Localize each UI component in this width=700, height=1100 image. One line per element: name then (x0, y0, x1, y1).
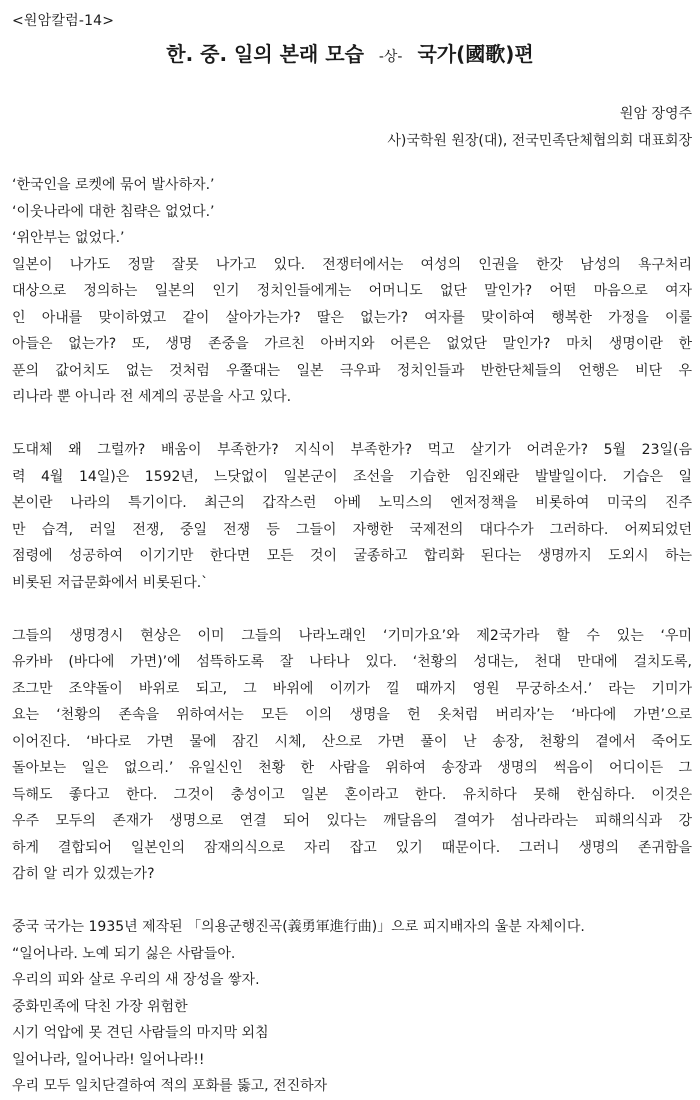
column-body (12, 172, 692, 1100)
paragraph-line: 감히 알 리가 있겠는가? (12, 866, 155, 882)
anthem-lyric-line: 우리 모두 일치단결하여 적의 포화를 뚫고, 전진하자 (12, 1078, 328, 1094)
anthem-lyric-line: 일어나라, 일어나라! 일어나라!! (12, 1051, 205, 1068)
paragraph-line: 하게 결합되어 일본인의 잠재의식으로 자리 잡고 있기 때문이다. 그러니 생명의 존귀함을 (12, 839, 692, 856)
paragraph-line: 이어진다. ‘바다로 가면 물에 잠긴 시체, 산으로 가면 풀이 난 송장, 천황의 곁에서 죽어도 (12, 733, 692, 750)
paragraph-line: 리나라 뿐 아니라 전 세계의 공분을 사고 있다. (12, 389, 292, 405)
author-name: 원암 장영주 (619, 106, 692, 122)
paragraph-line: 비롯된 저급문화에서 비롯된다.` (12, 574, 209, 591)
paragraph-line: 푼의 값어치도 없는 것처럼 우쭐대는 일본 극우파 정치인들과 반한단체들의 언행은 비단 우 (12, 362, 692, 379)
author-affiliation: 사)국학원 원장(대), 전국민족단체협의회 대표회장 (387, 133, 692, 149)
quote-line: ‘위안부는 없었다.’ (12, 230, 125, 246)
paragraph-line: 일본이 나가도 정말 잘못 나가고 있다. 전쟁터에서는 여성의 인권을 한갓 남성의 욕구처리 (12, 256, 692, 273)
paragraph-line: 인 아내를 맞이하였고 같이 살아가는가? 딸은 없는가? 여자를 맞이하여 행복한 가정을 이룰 (12, 309, 692, 326)
paragraph-line: 아들은 없는가? 또, 생명 존중을 가르친 아버지와 어른은 없었단 말인가? 마치 생명이란 한 (12, 336, 692, 352)
paragraph-line: 도대체 왜 그럴까? 배움이 부족한가? 지식이 부족한가? 먹고 살기가 어려운가? 5월 23일(음 (12, 442, 692, 458)
paragraph-line: 그들의 생명경시 현상은 이미 그들의 나라노래인 ‘기미가요’와 제2국가라 할 수 있는 ‘우미 (12, 627, 692, 644)
column-series-label: <원암칼럼-14> (12, 13, 115, 29)
title-part: -상- (378, 49, 403, 65)
anthem-lyric-line: 시기 억압에 못 견딘 사람들의 마지막 외침 (12, 1025, 269, 1041)
paragraph-line: 우주 모두의 존재가 생명으로 연결 되어 있다는 깨달음의 결여가 섬나라라는 피해의식과 강 (12, 813, 692, 829)
paragraph-line: 요는 ‘천황의 존속을 위하여서는 모든 이의 생명을 헌 옷처럼 버리자’는 ‘바다에 가면’으로 (12, 707, 692, 723)
paragraph-line: 본이란 나라의 특기이다. 최근의 갑작스런 아베 노믹스의 엔저정책을 비롯하여 미국의 진주 (12, 495, 692, 511)
anthem-lyric-line: 우리의 피와 살로 우리의 새 장성을 쌓자. (12, 972, 260, 988)
column-title (0, 38, 700, 67)
paragraph-line: 력 4월 14일)은 1592년, 느닷없이 일본군이 조선을 기습한 임진왜란 발발일이다. 기습은 일 (12, 468, 692, 485)
paragraph-line: 돌아보는 일은 없으리.’ 유일신인 천황 한 사람을 위하여 송장과 생명의 썩음이 어디이든 그 (12, 760, 692, 776)
title-topic: 국가(國歌)편 (417, 42, 534, 66)
paragraph-line: 만 습격, 러일 전쟁, 중일 전쟁 등 그들이 자행한 국제전의 대다수가 그러하다. 어찌되었던 (12, 521, 692, 538)
paragraph-line: 조그만 조약돌이 바위로 되고, 그 바위에 이끼가 낄 때까지 영원 무궁하소서.’ 라는 기미가 (12, 680, 692, 697)
paragraph-line: 득해도 좋다고 한다. 그것이 충성이고 일본 혼이라고 한다. 유치하다 못해 한심하다. 이것은 (12, 786, 692, 803)
title-main: 한. 중. 일의 본래 모습 (166, 42, 364, 66)
paragraph-line: 중국 국가는 1935년 제작된 「의용군행진곡(義勇軍進行曲)」으로 피지배자의 울분 자체이다. (12, 919, 585, 935)
anthem-lyric-line: 중화민족에 닥친 가장 위험한 (12, 998, 188, 1015)
paragraph-line: 대상으로 정의하는 일본의 인기 정치인들에게는 어머니도 없단 말인가? 어떤 마음으로 여자 (12, 283, 692, 299)
quote-line: ‘이웃나라에 대한 침략은 없었다.’ (12, 203, 215, 220)
paragraph-line: 점령에 성공하여 이기기만 한다면 모든 것이 굴종하고 합리화 된다는 생명까지 도외시 하는 (12, 548, 692, 564)
paragraph-line: 유카바 (바다에 가면)’에 섬뜩하도록 잘 나타나 있다. ‘천황의 성대는, 천대 만대에 걸치도록, (12, 654, 692, 670)
quote-line: ‘한국인을 로켓에 묶어 발사하자.’ (12, 177, 215, 193)
anthem-lyric-line: “일어나라. 노예 되기 싫은 사람들아. (12, 945, 236, 962)
